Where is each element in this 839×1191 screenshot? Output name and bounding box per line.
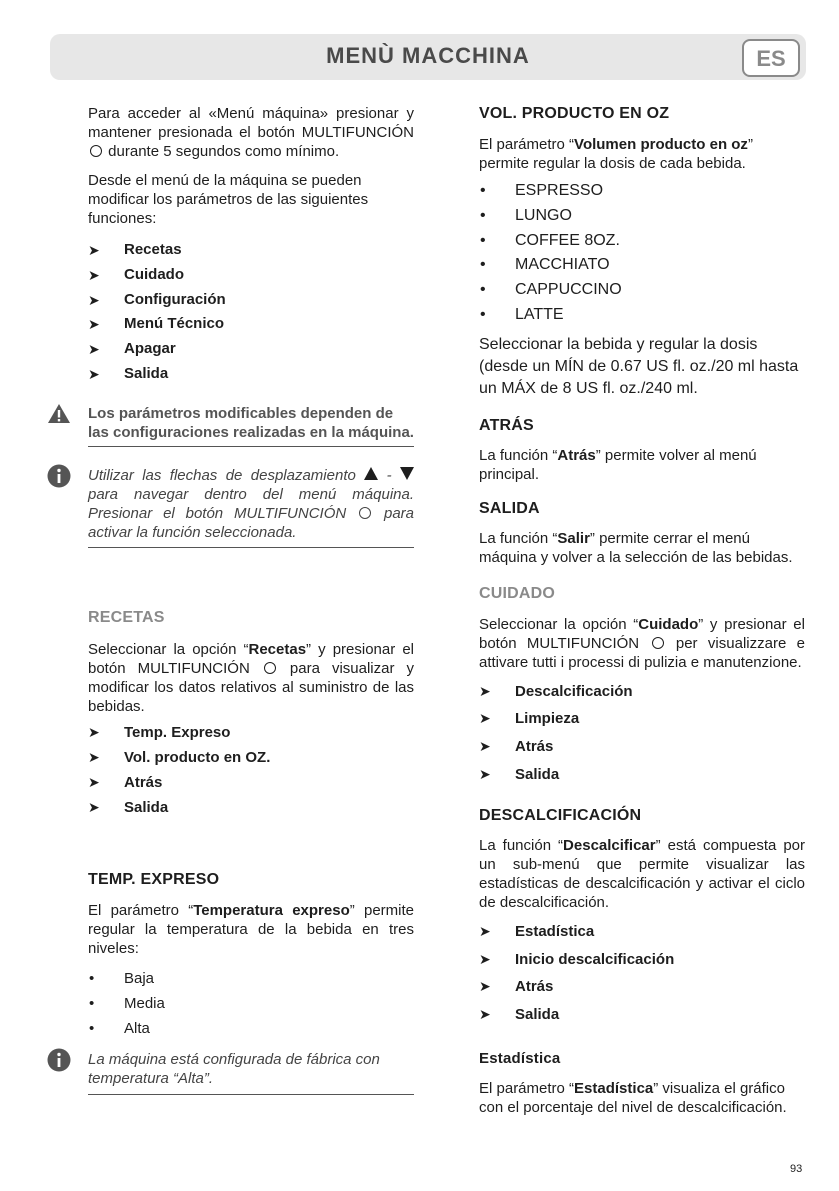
recetas-paragraph: Seleccionar la opción “Recetas” y presionar el botón MULTIFUNCIÓN para visualizar y modificar los datos relativos al suministro de las bebidas. xyxy=(88,640,415,715)
arrow-icon: ➤ xyxy=(88,773,100,790)
right-column xyxy=(479,100,805,1127)
list-item: ➤ Salida xyxy=(88,795,414,820)
arrow-icon: ➤ xyxy=(88,798,100,815)
descal-list xyxy=(479,918,805,1028)
page-title: MENÙ MACCHINA xyxy=(326,43,530,68)
cuidado-list xyxy=(479,678,805,788)
descal-paragraph: La función “Descalcificar” está compuesta por un sub-menú que permite visualizar las estadísticas de descalcificación y activar el ciclo de descalcificación. xyxy=(479,837,806,912)
section-heading-atras: ATRÁS xyxy=(479,416,534,434)
section-heading-cuidado: CUIDADO xyxy=(479,584,556,602)
list-item: • Alta xyxy=(89,1019,150,1037)
arrow-icon: ➤ xyxy=(88,365,100,382)
list-item: ➤ Limpieza xyxy=(479,705,805,733)
main-menu-list xyxy=(88,238,414,387)
section-heading-descalcificacion: DESCALCIFICACIÓN xyxy=(479,807,642,825)
list-item: ➤ Salida xyxy=(479,761,805,789)
list-item: • ESPRESSO xyxy=(480,182,604,199)
section-heading-vol-producto: VOL. PRODUCTO EN OZ xyxy=(479,105,670,122)
arrow-icon: ➤ xyxy=(479,765,491,782)
arrow-icon: ➤ xyxy=(88,316,100,333)
info-note-temp: La máquina está configurada de fábrica con temperatura “Alta”. xyxy=(88,1050,414,1095)
info-icon xyxy=(47,1048,71,1072)
multifunction-button-icon xyxy=(90,145,102,157)
arrow-icon: ➤ xyxy=(88,341,100,358)
temp-paragraph: El parámetro “Temperatura expreso” permite regular la temperatura de la bebida en tres niveles: xyxy=(88,901,414,957)
list-item: ➤ Atrás xyxy=(479,973,805,1001)
cuidado-paragraph: Seleccionar la opción “Cuidado” y presionar el botón MULTIFUNCIÓN per visualizzare e attivare tutti i processi di pulizia e manutenzione. xyxy=(479,615,805,671)
list-item: ➤ Menú Técnico xyxy=(88,312,414,337)
intro-paragraph: Para acceder al «Menú máquina» presionar y mantener presionada el botón MULTIFUNCIÓN durante 5 segundos como mínimo. xyxy=(88,105,414,160)
arrow-icon: ➤ xyxy=(479,950,491,967)
dose-paragraph: Seleccionar la bebida y regular la dosis (desde un MÍN de 0.67 US fl. oz./20 ml hasta un MÁX de 8 US fl. oz./240 ml. xyxy=(479,335,799,397)
warning-icon xyxy=(47,402,71,426)
recetas-list xyxy=(88,720,414,820)
vol-paragraph: El parámetro “Volumen producto en oz” permite regular la dosis de cada bebida. xyxy=(479,136,753,172)
list-item: ➤ Salida xyxy=(88,362,414,387)
list-item: ➤ Salida xyxy=(479,1001,805,1029)
arrow-icon: ➤ xyxy=(479,978,491,995)
list-item: ➤ Estadística xyxy=(479,918,805,946)
arrow-icon: ➤ xyxy=(88,242,100,258)
list-item: ➤ Atrás xyxy=(88,770,414,795)
arrow-icon: ➤ xyxy=(88,748,100,765)
list-item: ➤ Vol. producto en OZ. xyxy=(88,745,414,770)
arrow-icon: ➤ xyxy=(479,682,491,699)
temp-levels-list xyxy=(88,966,414,1041)
list-item: ➤ Atrás xyxy=(479,733,805,761)
drinks-list xyxy=(479,179,805,328)
list-item: ➤ Recetas xyxy=(88,238,414,263)
list-item: ➤ Inicio descalcificación xyxy=(479,946,805,974)
left-column xyxy=(88,100,414,1095)
multifunction-button-icon xyxy=(264,662,276,674)
salida-paragraph: La función “Salir” permite cerrar el menú máquina y volver a la selección de las bebidas. xyxy=(479,529,793,566)
info-icon xyxy=(47,464,71,488)
section-heading-salida: SALIDA xyxy=(479,499,540,517)
list-item: • CAPPUCCINO xyxy=(480,281,622,299)
arrow-icon: ➤ xyxy=(88,291,100,308)
section-heading-recetas: RECETAS xyxy=(88,608,165,626)
language-badge: ES xyxy=(742,39,800,77)
estad-paragraph: El parámetro “Estadística” visualiza el gráfico con el porcentaje del nivel de descalcificación. xyxy=(479,1079,787,1116)
arrow-icon: ➤ xyxy=(88,266,100,283)
list-item: • Baja xyxy=(89,969,155,987)
section-heading-temp-expreso: TEMP. EXPRESO xyxy=(88,870,220,888)
list-item: ➤ Apagar xyxy=(88,337,414,362)
list-item: ➤ Descalcificación xyxy=(479,678,805,706)
list-item: ➤ Configuración xyxy=(88,288,414,313)
arrow-icon: ➤ xyxy=(479,923,491,940)
warning-note: Los parámetros modificables dependen de las configuraciones realizadas en la máquina. xyxy=(88,404,414,447)
arrow-up-icon xyxy=(364,467,378,480)
info-note-scroll: Utilizar las flechas de desplazamiento - para navegar dentro del menú máquina. Presionar el botón MULTIFUNCIÓN para activar la función seleccionada. xyxy=(88,466,414,548)
multifunction-button-icon xyxy=(359,507,371,519)
multifunction-button-icon xyxy=(652,637,664,649)
arrow-icon: ➤ xyxy=(479,710,491,727)
arrow-icon: ➤ xyxy=(479,1005,491,1022)
intro-paragraph-2: Desde el menú de la máquina se pueden modificar los parámetros de las siguientes funciones: xyxy=(88,172,369,227)
list-item: • LATTE xyxy=(480,305,564,323)
list-item: ➤ Cuidado xyxy=(88,263,414,288)
atras-paragraph: La función “Atrás” permite volver al menú principal. xyxy=(479,446,757,483)
list-item: • Media xyxy=(89,994,165,1012)
list-item: • COFFEE 8OZ. xyxy=(480,231,620,249)
page-number: 93 xyxy=(790,1163,803,1175)
list-item: • LUNGO xyxy=(480,206,572,224)
page-header xyxy=(50,34,806,80)
arrow-icon: ➤ xyxy=(88,723,100,740)
arrow-down-icon xyxy=(400,467,414,480)
list-item: ➤ Temp. Expreso xyxy=(88,720,414,745)
arrow-icon: ➤ xyxy=(479,737,491,754)
list-item: • MACCHIATO xyxy=(480,256,610,274)
section-heading-estadistica: Estadística xyxy=(479,1049,561,1067)
